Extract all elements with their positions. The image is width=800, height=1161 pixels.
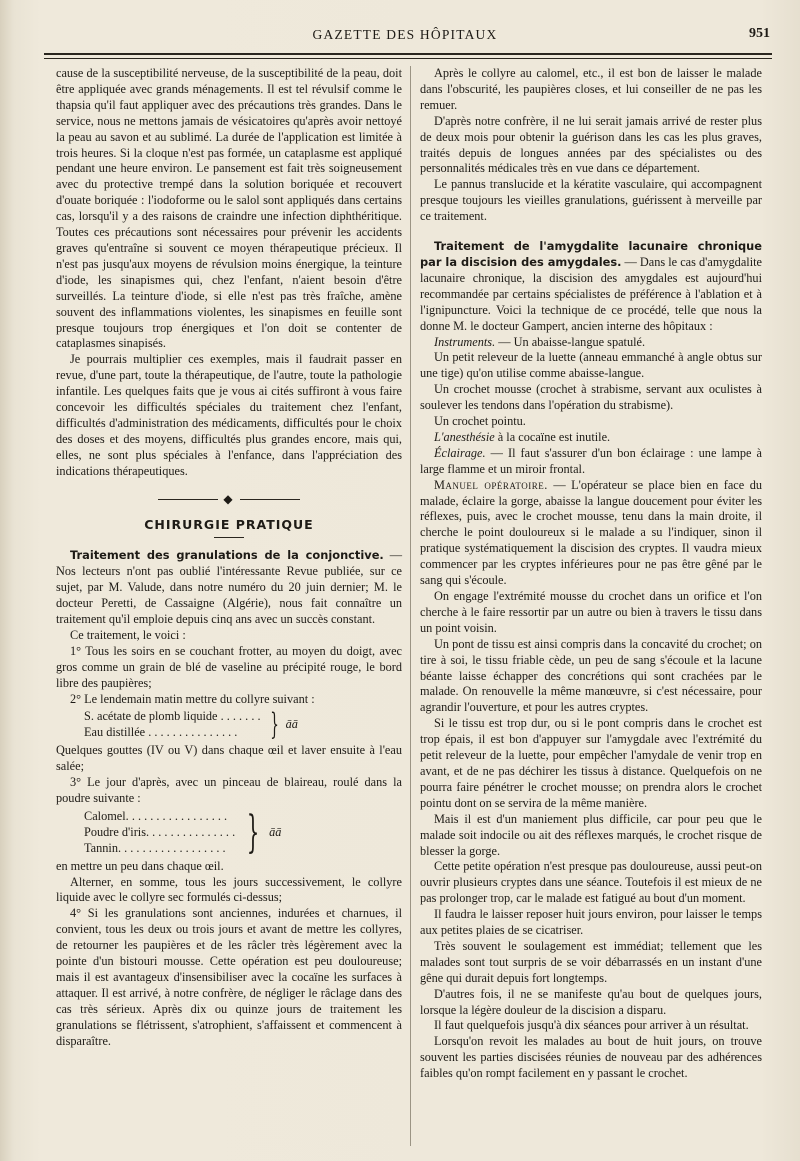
paragraph: On engage l'extrémité mousse du crochet dans un orifice et l'on cherche à le faire ressortir par un autre ou bien à travers le tissu dans un point voisin. <box>420 589 762 635</box>
paragraph: Il faut quelquefois jusqu'à dix séances pour arriver à un résultat. <box>434 1018 749 1033</box>
paragraph: Éclairage. — Il faut s'assurer d'un bon éclairage : une lampe à large flamme et un miroir frontal. <box>420 445 762 476</box>
paragraph: Mais il est d'un maniement plus difficile, car pour peu que le malade soit indocile ou ait des réflexes marqués, le crochet risque de blesser la gorge. <box>420 811 762 858</box>
paragraph: Alterner, en somme, tous les jours successivement, le collyre liquide avec le collyre sec formulés ci-dessus; <box>56 874 402 905</box>
article-title: Traitement de l'amygdalite lacunaire chronique par la discision des amygdales. <box>420 239 762 269</box>
formula-item: Eau distillée . . . . . . . . . . . . . . . <box>84 725 238 740</box>
paragraph: Après le collyre au calomel, etc., il est bon de laisser le malade dans l'obscurité, les paupières closes, et lui conseiller de ne pas les remuer. <box>420 66 762 112</box>
paragraph: D'autres fois, il ne se manifeste qu'au bout de quelques jours, lorsque la légère douleur de la discision a disparu. <box>420 986 762 1017</box>
paragraph: Instruments. — Un abaisse-langue spatulé. <box>434 334 646 349</box>
paragraph: Un petit releveur de la luette (anneau emmanché à angle obtus sur une tige) qu'on utilise comme abaisse-langue. <box>420 350 762 381</box>
paragraph: cause de la susceptibilité nerveuse, de la susceptibilité de la peau, doit être appliquée avec grands ménagements. Il est tel révulsif comme le thapsia qu'il faut appliquer avec des précautions très grandes. Dans le service, nous ne mettons jamais de vésicatoires qu'après avoir nettoyé la peau au savon et au sublimé. La durée de l'application est limitée à trois heures. Si la cloque n'est pas formée, un cataplasme est appliqué pendant une heure environ. Le pansement est fait très soigneusement avec du protective trempé dans la solution boriquée et recouvert d'ouate boriquée : l'iodoforme ou le salol sont appliqués dans certains cas, lorsqu'il y a des raisons de craindre une infection diphthéritique. Toutes ces précautions sont nécessaires pour prévenir les accidents graves qu'entraîne si souvent ce moyen thérapeutique précieux. Il n'est pas jusqu'aux moyens de révulsion moins énergique, la teinture d'iode, les sinapismes qui, chez l'enfant, n'aient besoin d'être surveillés. La teinture d'iode, si elle n'est pas très fraîche, amène souvent des inflammations violentes, les sinapismes en feuille sont presque toujours trop énergiques et l'on doit se contenter de cataplasmes sinapisés. <box>56 66 402 351</box>
subheading: Instruments. <box>434 334 496 349</box>
formula-quantity: āā <box>269 824 282 839</box>
paragraph: Très souvent le soulagement est immédiat; tellement que les malades sont tout surpris de se voir débarrassés en un instant d'une gêne qui durait depuis fort longtemps. <box>420 938 762 985</box>
column-divider <box>410 66 411 1146</box>
paragraph: Si le tissu est trop dur, ou si le pont compris dans le crochet est trop épais, il est bon d'appuyer sur l'amygdale avec l'extrémité du petit releveur de la luette, pour empêcher l'amydale de venir trop en avant, et de ne pas déchirer les tissus à distance. Quelquefois on ne pourra faire pénétrer le crochet mousse; on prendra alors le crochet pointu dont on se servira de la même manière. <box>420 716 762 810</box>
formula-item: Tannin. . . . . . . . . . . . . . . . . . <box>84 840 226 855</box>
paragraph: Quelques gouttes (IV ou V) dans chaque œil et laver ensuite à l'eau salée; <box>56 743 402 774</box>
prescription-formula-1 <box>84 709 402 741</box>
header-rule-thin <box>44 58 772 59</box>
paragraph: 3° Le jour d'après, avec un pinceau de blaireau, roulé dans la poudre suivante : <box>56 775 402 805</box>
section-title: CHIRURGIE PRATIQUE <box>144 517 314 533</box>
page-number: 951 <box>749 26 770 41</box>
subheading: Manuel opératoire. <box>434 477 548 492</box>
paragraph: 2° Le lendemain matin mettre du collyre suivant : <box>70 691 315 706</box>
formula-quantity: āā <box>285 717 298 732</box>
paragraph: Manuel opératoire. — L'opérateur se place bien en face du malade, éclaire la gorge, abaisse la langue doucement pour éviter les réflexes, puis, avec le crochet mousse, tenu dans la main droite, il cherche le point douloureux si le malade a su l'indiquer, sinon il pratique systématiquement la discision des cryptes. Il vaudra mieux commencer par les cryptes inférieures pour ne pas être gêné par le sang qui s'écoule. <box>420 477 762 588</box>
paragraph: Lorsqu'on revoit les malades au bout de huit jours, on trouve souvent les parties discisées réunies de nouveau par des adhérences faibles qu'on rompt facilement en y passant le crochet. <box>420 1034 762 1081</box>
paragraph: D'après notre confrère, il ne lui serait jamais arrivé de rester plus de deux mois pour obtenir la guérison dans les cas les plus graves, traités depuis de longues années par des spécialistes ou des personnalités médicales très en vue dans ce département. <box>420 113 762 176</box>
article-intro: Traitement de l'amygdalite lacunaire chronique par la discision des amygdales. — Dans le cas d'amygdalite lacunaire chronique, la discision des amygdales est aujourd'hui recommandée par certains spécialistes de préférence à l'ablation et à l'ignipuncture. Voici la technique de ce procédé, telle que nous la donne M. le docteur Gampert, ancien interne des hôpitaux : <box>420 239 762 333</box>
running-title: GAZETTE DES HÔPITAUX <box>312 27 498 42</box>
prescription-formula-2 <box>84 806 402 858</box>
section-rule <box>214 537 244 538</box>
article-intro: Traitement des granulations de la conjonctive. — Nos lecteurs n'ont pas oublié l'intéressante Revue publiée, sur ce sujet, par M. Valude, dans notre numéro du 20 juin dernier; M. le docteur Peretti, de Cassaigne (Algérie), nous fait connaître un traitement qu'il emploie depuis cinq ans avec un succès constant. <box>56 548 403 626</box>
paragraph: Le pannus translucide et la kératite vasculaire, qui accompagnent presque toujours les vieilles granulations, guérissent à merveille par ce traitement. <box>420 177 762 224</box>
paragraph: 1° Tous les soirs en se couchant frotter, au moyen du doigt, avec gros comme un grain de blé de vaseline au précipité rouge, le bord libre des paupières; <box>56 643 402 690</box>
formula-item: S. acétate de plomb liquide . . . . . . . <box>84 709 261 724</box>
left-column <box>56 66 402 1049</box>
section-ornament: ◆ <box>56 492 402 508</box>
right-column <box>420 66 762 1082</box>
article-title: Traitement des granulations de la conjonctive. <box>70 548 384 563</box>
brace-icon: } <box>246 806 260 858</box>
subheading: L'anesthésie <box>434 429 495 444</box>
paragraph: Un crochet mousse (crochet à strabisme, servant aux oculistes à soulever les tendons dans l'opération du strabisme). <box>420 382 762 413</box>
paragraph: 4° Si les granulations sont anciennes, indurées et charnues, il convient, tous les deux ou trois jours et avant de mettre les collyres, de retourner les paupières et de les râcler très légèrement avec la pointe d'un bistouri mousse. Cette opération est peu douloureuse; mais il est avantageux d'insensibiliser avec la cocaïne les surfaces à attaquer. Il est arrivé, à notre confrère, de négliger le râclage dans des cas très sérieux. Après dix ou quinze jours de traitement les granulations se flétrissent, s'atrophient, s'affaissent et commencent à disparaître. <box>56 906 402 1048</box>
paragraph: Cette petite opération n'est presque pas douloureuse, aussi peut-on ouvrir plusieurs cryptes dans une séance. Toutefois il est mieux de ne pas prolonger trop, car le malade est fatigué au bout d'un moment. <box>420 859 762 906</box>
paragraph: en mettre un peu dans chaque œil. <box>56 858 224 873</box>
paragraph: L'anesthésie à la cocaïne est inutile. <box>434 429 611 444</box>
subheading: Éclairage. <box>434 445 486 460</box>
page-header <box>40 26 770 48</box>
paragraph: Je pourrais multiplier ces exemples, mais il faudrait passer en revue, d'une part, toute la thérapeutique, de l'autre, toute la pathologie infantile. Les quelques faits que je vous ai cités suffiront à vous faire concevoir les difficultés spéciales du traitement chez l'enfant, difficultés d'administration des médicaments, difficultés pour le choix des doses et des moyens, difficultés plus grandes encore, mais qui, elles, ne sont plus spéciales à l'enfance, dans l'appréciation des indications thérapeutiques. <box>56 352 402 478</box>
paragraph: Ce traitement, le voici : <box>70 627 186 642</box>
paragraph: Il faudra le laisser reposer huit jours environ, pour laisser le temps aux petites plaies de se cicatriser. <box>420 907 762 938</box>
formula-item: Poudre d'iris. . . . . . . . . . . . . . . <box>84 824 236 839</box>
paragraph: Un crochet pointu. <box>434 414 526 429</box>
paragraph: Un pont de tissu est ainsi compris dans la concavité du crochet; on tire à soi, le tissu friable cède, un peu de sang s'écoule et la lacune béante laisse échapper des concrétions qui sont crachées par le malade. On renouvelle la même manœuvre, si c'est nécessaire, pour agrandir l'ouverture, et pour les autres cryptes. <box>420 636 762 715</box>
formula-item: Calomel. . . . . . . . . . . . . . . . . <box>84 808 228 823</box>
header-rule-thick <box>44 53 772 55</box>
brace-icon: } <box>269 707 279 743</box>
